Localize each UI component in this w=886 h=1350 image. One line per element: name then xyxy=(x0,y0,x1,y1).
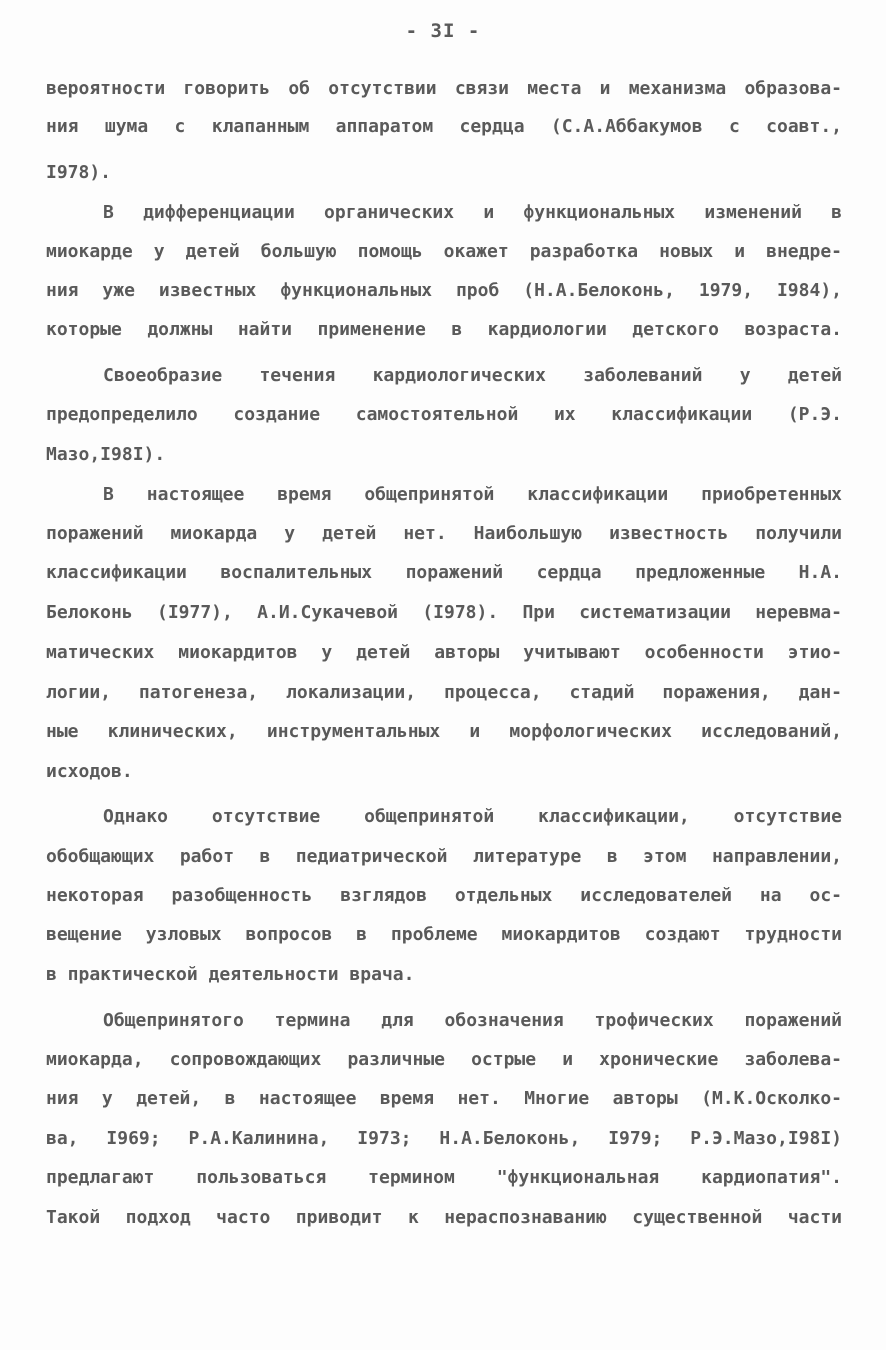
text-line: ва, I969; Р.А.Калинина, I973; Н.А.Белоконь, I979; Р.Э.Мазо,I98I) xyxy=(46,1128,842,1149)
text-line: миокарда, сопровождающих различные острые и хронические заболева- xyxy=(46,1049,842,1070)
text-line: ния шума с клапанным аппаратом сердца (С.А.Аббакумов с соавт., xyxy=(46,116,842,137)
text-line: В дифференциации органических и функциональных изменений в xyxy=(103,202,842,223)
text-line: поражений миокарда у детей нет. Наибольшую известность получили xyxy=(46,523,842,544)
text-line: Мазо,I98I). xyxy=(46,444,166,465)
text-line: предлагают пользоваться термином "функциональная кардиопатия". xyxy=(46,1167,842,1188)
text-line: матических миокардитов у детей авторы учитывают особенности этио- xyxy=(46,642,842,663)
text-line: обобщающих работ в педиатрической литературе в этом направлении, xyxy=(46,846,842,867)
text-line: В настоящее время общепринятой классификации приобретенных xyxy=(103,484,842,505)
text-line: предопределило создание самостоятельной их классификации (Р.Э. xyxy=(46,404,842,425)
text-line: которые должны найти применение в кардиологии детского возраста. xyxy=(46,319,842,340)
text-line: Такой подход часто приводит к нераспознаванию существенной части xyxy=(46,1207,842,1228)
text-line: Своеобразие течения кардиологических заболеваний у детей xyxy=(103,365,842,386)
text-line: некоторая разобщенность взглядов отдельных исследователей на ос- xyxy=(46,885,842,906)
text-line: ния уже известных функциональных проб (Н.А.Белоконь, 1979, I984), xyxy=(46,280,842,301)
text-line: I978). xyxy=(46,162,112,183)
page-number: - 3I - xyxy=(405,20,481,42)
text-line: вероятности говорить об отсутствии связи места и механизма образова- xyxy=(46,78,842,99)
text-line: Белоконь (I977), А.И.Сукачевой (I978). При систематизации неревма- xyxy=(46,602,842,623)
text-line: Однако отсутствие общепринятой классификации, отсутствие xyxy=(103,806,842,827)
text-line: вещение узловых вопросов в проблеме миокардитов создают трудности xyxy=(46,924,842,945)
text-line: миокарде у детей большую помощь окажет разработка новых и внедре- xyxy=(46,241,842,262)
text-line: ния у детей, в настоящее время нет. Многие авторы (М.К.Осколко- xyxy=(46,1088,842,1109)
text-line: Общепринятого термина для обозначения трофических поражений xyxy=(103,1010,842,1031)
text-line: в практической деятельности врача. xyxy=(46,964,415,985)
text-line: логии, патогенеза, локализации, процесса, стадий поражения, дан- xyxy=(46,682,842,703)
text-line: классификации воспалительных поражений сердца предложенные Н.А. xyxy=(46,562,842,583)
text-line: исходов. xyxy=(46,761,133,782)
text-line: ные клинических, инструментальных и морфологических исследований, xyxy=(46,721,842,742)
